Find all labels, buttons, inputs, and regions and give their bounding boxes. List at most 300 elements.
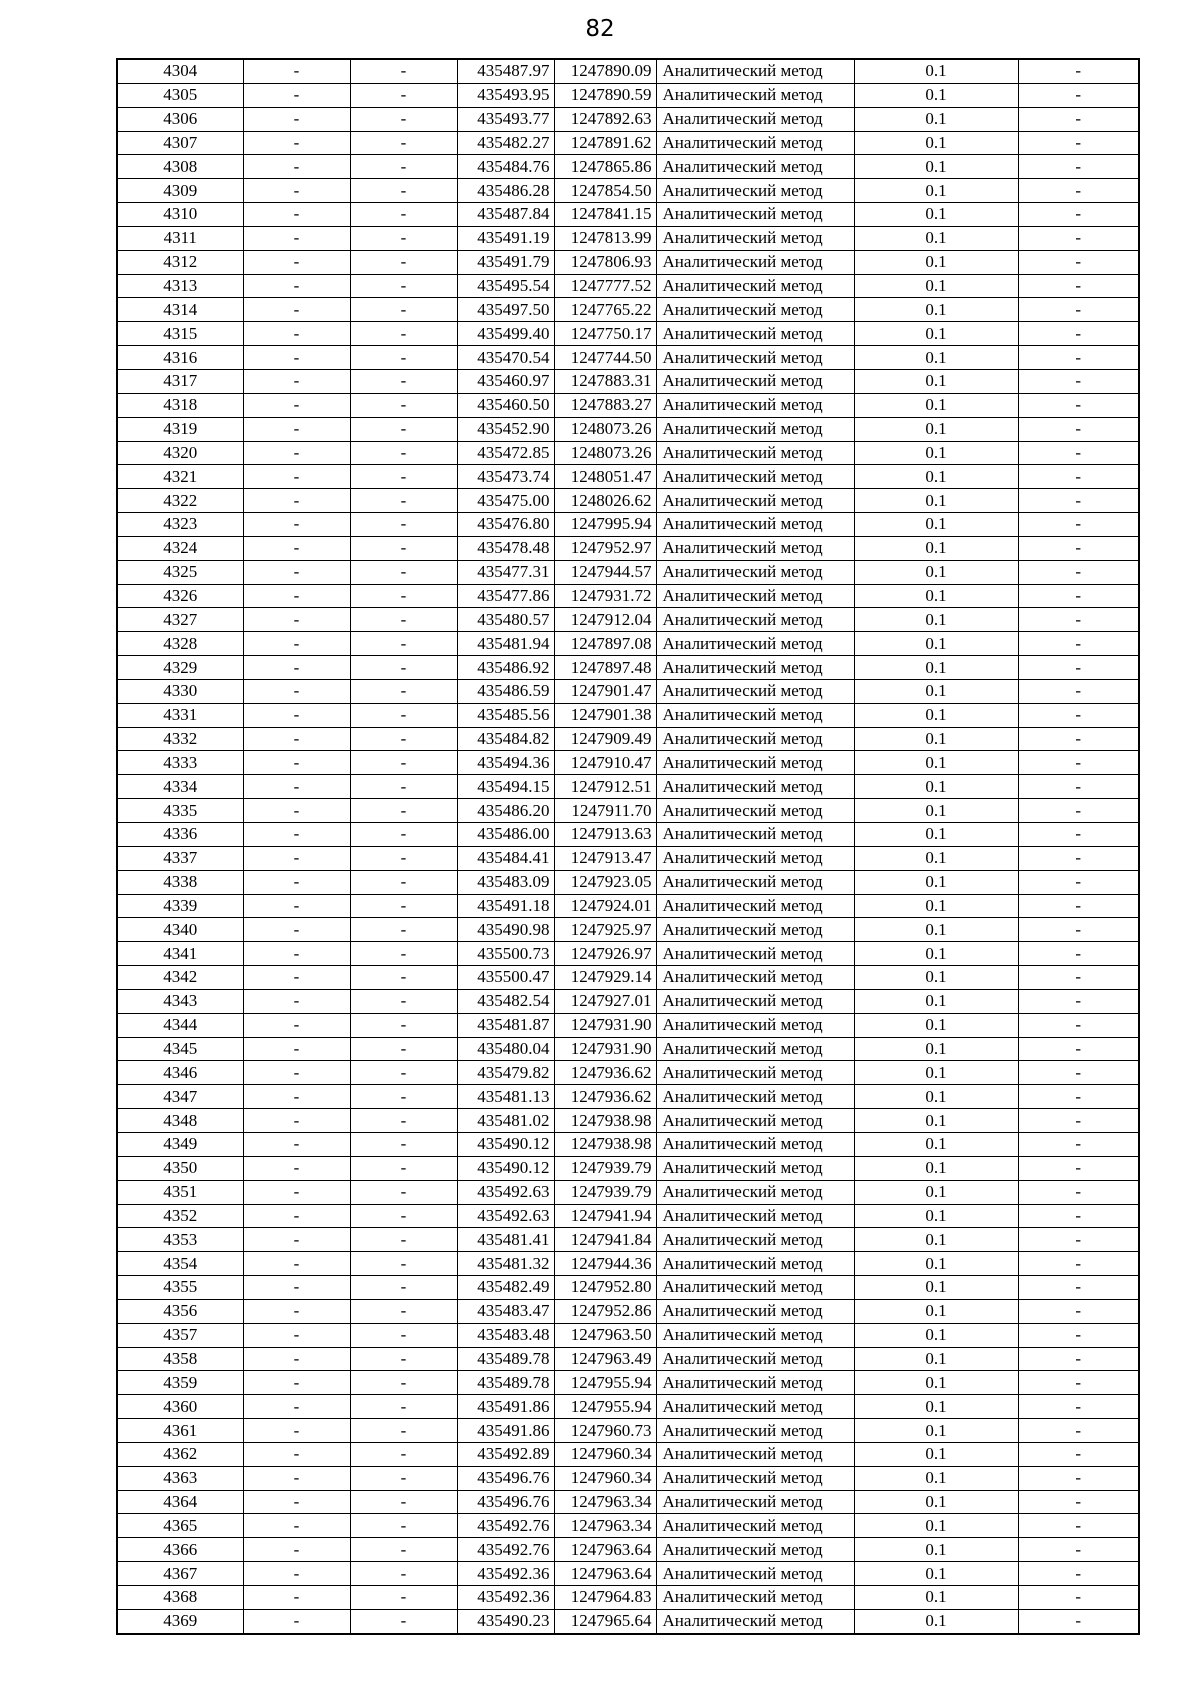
method-cell: Аналитический метод — [656, 489, 854, 513]
y-coordinate-cell: 1247813.99 — [554, 226, 656, 250]
point-number-cell: 4315 — [117, 322, 243, 346]
col3-cell: - — [350, 465, 457, 489]
x-coordinate-cell: 435483.09 — [457, 870, 554, 894]
col3-cell: - — [350, 560, 457, 584]
method-cell: Аналитический метод — [656, 656, 854, 680]
accuracy-cell: 0.1 — [854, 918, 1018, 942]
col3-cell: - — [350, 417, 457, 441]
table-row — [117, 155, 1139, 179]
y-coordinate-cell: 1247929.14 — [554, 966, 656, 990]
x-coordinate-cell: 435489.78 — [457, 1347, 554, 1371]
col8-cell: - — [1018, 751, 1139, 775]
x-coordinate-cell: 435483.47 — [457, 1299, 554, 1323]
table-row — [117, 1037, 1139, 1061]
accuracy-cell: 0.1 — [854, 1132, 1018, 1156]
accuracy-cell: 0.1 — [854, 727, 1018, 751]
col8-cell: - — [1018, 989, 1139, 1013]
accuracy-cell: 0.1 — [854, 608, 1018, 632]
col8-cell: - — [1018, 1252, 1139, 1276]
method-cell: Аналитический метод — [656, 1395, 854, 1419]
col2-cell: - — [243, 1109, 350, 1133]
accuracy-cell: 0.1 — [854, 1299, 1018, 1323]
y-coordinate-cell: 1247806.93 — [554, 250, 656, 274]
table-row — [117, 83, 1139, 107]
accuracy-cell: 0.1 — [854, 1180, 1018, 1204]
table-row — [117, 441, 1139, 465]
col3-cell: - — [350, 1347, 457, 1371]
method-cell: Аналитический метод — [656, 1276, 854, 1300]
x-coordinate-cell: 435484.76 — [457, 155, 554, 179]
accuracy-cell: 0.1 — [854, 823, 1018, 847]
accuracy-cell: 0.1 — [854, 1562, 1018, 1586]
x-coordinate-cell: 435482.49 — [457, 1276, 554, 1300]
accuracy-cell: 0.1 — [854, 489, 1018, 513]
col3-cell: - — [350, 823, 457, 847]
y-coordinate-cell: 1247963.49 — [554, 1347, 656, 1371]
point-number-cell: 4321 — [117, 465, 243, 489]
x-coordinate-cell: 435491.86 — [457, 1395, 554, 1419]
col2-cell: - — [243, 83, 350, 107]
point-number-cell: 4345 — [117, 1037, 243, 1061]
y-coordinate-cell: 1247910.47 — [554, 751, 656, 775]
table-row — [117, 703, 1139, 727]
method-cell: Аналитический метод — [656, 1466, 854, 1490]
x-coordinate-cell: 435492.76 — [457, 1538, 554, 1562]
point-number-cell: 4342 — [117, 966, 243, 990]
point-number-cell: 4362 — [117, 1442, 243, 1466]
point-number-cell: 4305 — [117, 83, 243, 107]
col8-cell: - — [1018, 1419, 1139, 1443]
accuracy-cell: 0.1 — [854, 703, 1018, 727]
table-row — [117, 250, 1139, 274]
accuracy-cell: 0.1 — [854, 155, 1018, 179]
col2-cell: - — [243, 1586, 350, 1610]
method-cell: Аналитический метод — [656, 846, 854, 870]
col3-cell: - — [350, 1419, 457, 1443]
x-coordinate-cell: 435489.78 — [457, 1371, 554, 1395]
col3-cell: - — [350, 1323, 457, 1347]
method-cell: Аналитический метод — [656, 1609, 854, 1633]
point-number-cell: 4360 — [117, 1395, 243, 1419]
col3-cell: - — [350, 870, 457, 894]
table-row — [117, 274, 1139, 298]
accuracy-cell: 0.1 — [854, 870, 1018, 894]
col3-cell: - — [350, 179, 457, 203]
col3-cell: - — [350, 1299, 457, 1323]
table-row — [117, 1466, 1139, 1490]
x-coordinate-cell: 435486.59 — [457, 679, 554, 703]
col3-cell: - — [350, 1586, 457, 1610]
method-cell: Аналитический метод — [656, 155, 854, 179]
table-row — [117, 966, 1139, 990]
y-coordinate-cell: 1247912.04 — [554, 608, 656, 632]
table-row — [117, 1347, 1139, 1371]
y-coordinate-cell: 1247963.64 — [554, 1538, 656, 1562]
point-number-cell: 4314 — [117, 298, 243, 322]
table-row — [117, 1085, 1139, 1109]
col8-cell: - — [1018, 918, 1139, 942]
col2-cell: - — [243, 59, 350, 83]
method-cell: Аналитический метод — [656, 1228, 854, 1252]
point-number-cell: 4332 — [117, 727, 243, 751]
y-coordinate-cell: 1247890.09 — [554, 59, 656, 83]
x-coordinate-cell: 435481.41 — [457, 1228, 554, 1252]
x-coordinate-cell: 435473.74 — [457, 465, 554, 489]
point-number-cell: 4330 — [117, 679, 243, 703]
point-number-cell: 4348 — [117, 1109, 243, 1133]
col8-cell: - — [1018, 369, 1139, 393]
col3-cell: - — [350, 59, 457, 83]
x-coordinate-cell: 435452.90 — [457, 417, 554, 441]
table-row — [117, 656, 1139, 680]
col8-cell: - — [1018, 1276, 1139, 1300]
y-coordinate-cell: 1247952.80 — [554, 1276, 656, 1300]
y-coordinate-cell: 1247927.01 — [554, 989, 656, 1013]
col3-cell: - — [350, 131, 457, 155]
accuracy-cell: 0.1 — [854, 1371, 1018, 1395]
col8-cell: - — [1018, 1228, 1139, 1252]
col8-cell: - — [1018, 1442, 1139, 1466]
point-number-cell: 4343 — [117, 989, 243, 1013]
col2-cell: - — [243, 823, 350, 847]
table-row — [117, 131, 1139, 155]
col3-cell: - — [350, 536, 457, 560]
point-number-cell: 4325 — [117, 560, 243, 584]
method-cell: Аналитический метод — [656, 1514, 854, 1538]
y-coordinate-cell: 1247909.49 — [554, 727, 656, 751]
accuracy-cell: 0.1 — [854, 966, 1018, 990]
point-number-cell: 4351 — [117, 1180, 243, 1204]
x-coordinate-cell: 435487.84 — [457, 203, 554, 227]
x-coordinate-cell: 435482.27 — [457, 131, 554, 155]
col8-cell: - — [1018, 465, 1139, 489]
point-number-cell: 4338 — [117, 870, 243, 894]
col3-cell: - — [350, 83, 457, 107]
x-coordinate-cell: 435481.94 — [457, 632, 554, 656]
x-coordinate-cell: 435486.28 — [457, 179, 554, 203]
col3-cell: - — [350, 155, 457, 179]
point-number-cell: 4356 — [117, 1299, 243, 1323]
table-row — [117, 1323, 1139, 1347]
x-coordinate-cell: 435496.76 — [457, 1490, 554, 1514]
table-row — [117, 1371, 1139, 1395]
y-coordinate-cell: 1247941.84 — [554, 1228, 656, 1252]
y-coordinate-cell: 1247955.94 — [554, 1371, 656, 1395]
table-row — [117, 679, 1139, 703]
col2-cell: - — [243, 298, 350, 322]
point-number-cell: 4368 — [117, 1586, 243, 1610]
y-coordinate-cell: 1248073.26 — [554, 441, 656, 465]
col3-cell: - — [350, 250, 457, 274]
col8-cell: - — [1018, 608, 1139, 632]
col8-cell: - — [1018, 823, 1139, 847]
table-row — [117, 823, 1139, 847]
table-row — [117, 1180, 1139, 1204]
method-cell: Аналитический метод — [656, 1132, 854, 1156]
accuracy-cell: 0.1 — [854, 942, 1018, 966]
method-cell: Аналитический метод — [656, 131, 854, 155]
y-coordinate-cell: 1247952.86 — [554, 1299, 656, 1323]
col3-cell: - — [350, 1514, 457, 1538]
col3-cell: - — [350, 1490, 457, 1514]
col2-cell: - — [243, 417, 350, 441]
accuracy-cell: 0.1 — [854, 1061, 1018, 1085]
method-cell: Аналитический метод — [656, 1490, 854, 1514]
table-row — [117, 369, 1139, 393]
method-cell: Аналитический метод — [656, 1037, 854, 1061]
col2-cell: - — [243, 465, 350, 489]
col2-cell: - — [243, 346, 350, 370]
table-row — [117, 203, 1139, 227]
y-coordinate-cell: 1247931.90 — [554, 1013, 656, 1037]
y-coordinate-cell: 1247744.50 — [554, 346, 656, 370]
x-coordinate-cell: 435491.19 — [457, 226, 554, 250]
col8-cell: - — [1018, 1180, 1139, 1204]
col8-cell: - — [1018, 417, 1139, 441]
y-coordinate-cell: 1247911.70 — [554, 799, 656, 823]
col2-cell: - — [243, 799, 350, 823]
accuracy-cell: 0.1 — [854, 1466, 1018, 1490]
table-row — [117, 918, 1139, 942]
method-cell: Аналитический метод — [656, 179, 854, 203]
col8-cell: - — [1018, 1013, 1139, 1037]
y-coordinate-cell: 1247939.79 — [554, 1180, 656, 1204]
table-row — [117, 894, 1139, 918]
col2-cell: - — [243, 1156, 350, 1180]
y-coordinate-cell: 1247892.63 — [554, 107, 656, 131]
table-row — [117, 1299, 1139, 1323]
col3-cell: - — [350, 513, 457, 537]
col3-cell: - — [350, 799, 457, 823]
point-number-cell: 4322 — [117, 489, 243, 513]
col2-cell: - — [243, 203, 350, 227]
method-cell: Аналитический метод — [656, 1252, 854, 1276]
accuracy-cell: 0.1 — [854, 131, 1018, 155]
col8-cell: - — [1018, 1132, 1139, 1156]
point-number-cell: 4354 — [117, 1252, 243, 1276]
point-number-cell: 4309 — [117, 179, 243, 203]
accuracy-cell: 0.1 — [854, 1323, 1018, 1347]
col3-cell: - — [350, 1037, 457, 1061]
method-cell: Аналитический метод — [656, 107, 854, 131]
table-row — [117, 393, 1139, 417]
col8-cell: - — [1018, 560, 1139, 584]
accuracy-cell: 0.1 — [854, 751, 1018, 775]
col2-cell: - — [243, 966, 350, 990]
col2-cell: - — [243, 870, 350, 894]
x-coordinate-cell: 435470.54 — [457, 346, 554, 370]
accuracy-cell: 0.1 — [854, 226, 1018, 250]
accuracy-cell: 0.1 — [854, 274, 1018, 298]
x-coordinate-cell: 435460.50 — [457, 393, 554, 417]
y-coordinate-cell: 1248051.47 — [554, 465, 656, 489]
col2-cell: - — [243, 250, 350, 274]
col2-cell: - — [243, 107, 350, 131]
point-number-cell: 4364 — [117, 1490, 243, 1514]
y-coordinate-cell: 1247941.94 — [554, 1204, 656, 1228]
accuracy-cell: 0.1 — [854, 346, 1018, 370]
col8-cell: - — [1018, 250, 1139, 274]
x-coordinate-cell: 435497.50 — [457, 298, 554, 322]
col8-cell: - — [1018, 131, 1139, 155]
col2-cell: - — [243, 656, 350, 680]
col8-cell: - — [1018, 489, 1139, 513]
table-row — [117, 465, 1139, 489]
accuracy-cell: 0.1 — [854, 203, 1018, 227]
col2-cell: - — [243, 1276, 350, 1300]
table-row — [117, 799, 1139, 823]
accuracy-cell: 0.1 — [854, 59, 1018, 83]
col8-cell: - — [1018, 203, 1139, 227]
point-number-cell: 4336 — [117, 823, 243, 847]
col8-cell: - — [1018, 894, 1139, 918]
method-cell: Аналитический метод — [656, 894, 854, 918]
x-coordinate-cell: 435481.13 — [457, 1085, 554, 1109]
x-coordinate-cell: 435486.92 — [457, 656, 554, 680]
col2-cell: - — [243, 894, 350, 918]
table-row — [117, 1442, 1139, 1466]
accuracy-cell: 0.1 — [854, 250, 1018, 274]
col3-cell: - — [350, 846, 457, 870]
y-coordinate-cell: 1247912.51 — [554, 775, 656, 799]
col8-cell: - — [1018, 346, 1139, 370]
x-coordinate-cell: 435475.00 — [457, 489, 554, 513]
col2-cell: - — [243, 1609, 350, 1633]
method-cell: Аналитический метод — [656, 1538, 854, 1562]
y-coordinate-cell: 1247926.97 — [554, 942, 656, 966]
method-cell: Аналитический метод — [656, 1442, 854, 1466]
x-coordinate-cell: 435496.76 — [457, 1466, 554, 1490]
col8-cell: - — [1018, 966, 1139, 990]
table-row — [117, 775, 1139, 799]
col2-cell: - — [243, 1013, 350, 1037]
x-coordinate-cell: 435493.95 — [457, 83, 554, 107]
point-number-cell: 4346 — [117, 1061, 243, 1085]
method-cell: Аналитический метод — [656, 823, 854, 847]
col8-cell: - — [1018, 298, 1139, 322]
col8-cell: - — [1018, 1037, 1139, 1061]
col8-cell: - — [1018, 107, 1139, 131]
point-number-cell: 4312 — [117, 250, 243, 274]
point-number-cell: 4327 — [117, 608, 243, 632]
point-number-cell: 4331 — [117, 703, 243, 727]
y-coordinate-cell: 1247963.50 — [554, 1323, 656, 1347]
point-number-cell: 4304 — [117, 59, 243, 83]
point-number-cell: 4313 — [117, 274, 243, 298]
x-coordinate-cell: 435486.00 — [457, 823, 554, 847]
col8-cell: - — [1018, 1061, 1139, 1085]
method-cell: Аналитический метод — [656, 322, 854, 346]
x-coordinate-cell: 435491.18 — [457, 894, 554, 918]
table-row — [117, 59, 1139, 83]
col8-cell: - — [1018, 393, 1139, 417]
method-cell: Аналитический метод — [656, 918, 854, 942]
method-cell: Аналитический метод — [656, 560, 854, 584]
point-number-cell: 4316 — [117, 346, 243, 370]
col3-cell: - — [350, 369, 457, 393]
col3-cell: - — [350, 894, 457, 918]
x-coordinate-cell: 435492.63 — [457, 1204, 554, 1228]
col8-cell: - — [1018, 1204, 1139, 1228]
method-cell: Аналитический метод — [656, 1204, 854, 1228]
col2-cell: - — [243, 679, 350, 703]
table-row — [117, 1109, 1139, 1133]
col3-cell: - — [350, 393, 457, 417]
table-row — [117, 1395, 1139, 1419]
point-number-cell: 4334 — [117, 775, 243, 799]
y-coordinate-cell: 1247964.83 — [554, 1586, 656, 1610]
x-coordinate-cell: 435492.76 — [457, 1514, 554, 1538]
point-number-cell: 4340 — [117, 918, 243, 942]
col3-cell: - — [350, 1013, 457, 1037]
table-row — [117, 346, 1139, 370]
col2-cell: - — [243, 942, 350, 966]
x-coordinate-cell: 435486.20 — [457, 799, 554, 823]
table-row — [117, 322, 1139, 346]
y-coordinate-cell: 1247923.05 — [554, 870, 656, 894]
col8-cell: - — [1018, 703, 1139, 727]
x-coordinate-cell: 435484.41 — [457, 846, 554, 870]
y-coordinate-cell: 1247938.98 — [554, 1132, 656, 1156]
method-cell: Аналитический метод — [656, 966, 854, 990]
y-coordinate-cell: 1247925.97 — [554, 918, 656, 942]
point-number-cell: 4307 — [117, 131, 243, 155]
table-row — [117, 1562, 1139, 1586]
accuracy-cell: 0.1 — [854, 775, 1018, 799]
col2-cell: - — [243, 1299, 350, 1323]
col3-cell: - — [350, 274, 457, 298]
point-number-cell: 4367 — [117, 1562, 243, 1586]
method-cell: Аналитический метод — [656, 441, 854, 465]
col8-cell: - — [1018, 1609, 1139, 1633]
method-cell: Аналитический метод — [656, 1109, 854, 1133]
point-number-cell: 4350 — [117, 1156, 243, 1180]
coordinates-table — [116, 58, 1140, 1635]
col2-cell: - — [243, 1490, 350, 1514]
accuracy-cell: 0.1 — [854, 1204, 1018, 1228]
y-coordinate-cell: 1247883.31 — [554, 369, 656, 393]
method-cell: Аналитический метод — [656, 632, 854, 656]
accuracy-cell: 0.1 — [854, 584, 1018, 608]
col2-cell: - — [243, 1204, 350, 1228]
y-coordinate-cell: 1247854.50 — [554, 179, 656, 203]
col2-cell: - — [243, 1562, 350, 1586]
table-row — [117, 560, 1139, 584]
col3-cell: - — [350, 1276, 457, 1300]
col2-cell: - — [243, 179, 350, 203]
col2-cell: - — [243, 393, 350, 417]
col3-cell: - — [350, 703, 457, 727]
col2-cell: - — [243, 369, 350, 393]
col3-cell: - — [350, 441, 457, 465]
col3-cell: - — [350, 942, 457, 966]
y-coordinate-cell: 1247944.36 — [554, 1252, 656, 1276]
method-cell: Аналитический метод — [656, 799, 854, 823]
col3-cell: - — [350, 1562, 457, 1586]
col3-cell: - — [350, 1061, 457, 1085]
method-cell: Аналитический метод — [656, 417, 854, 441]
col3-cell: - — [350, 1204, 457, 1228]
y-coordinate-cell: 1247924.01 — [554, 894, 656, 918]
y-coordinate-cell: 1247897.48 — [554, 656, 656, 680]
col2-cell: - — [243, 751, 350, 775]
y-coordinate-cell: 1247936.62 — [554, 1085, 656, 1109]
x-coordinate-cell: 435481.02 — [457, 1109, 554, 1133]
col8-cell: - — [1018, 799, 1139, 823]
point-number-cell: 4349 — [117, 1132, 243, 1156]
method-cell: Аналитический метод — [656, 1347, 854, 1371]
point-number-cell: 4317 — [117, 369, 243, 393]
